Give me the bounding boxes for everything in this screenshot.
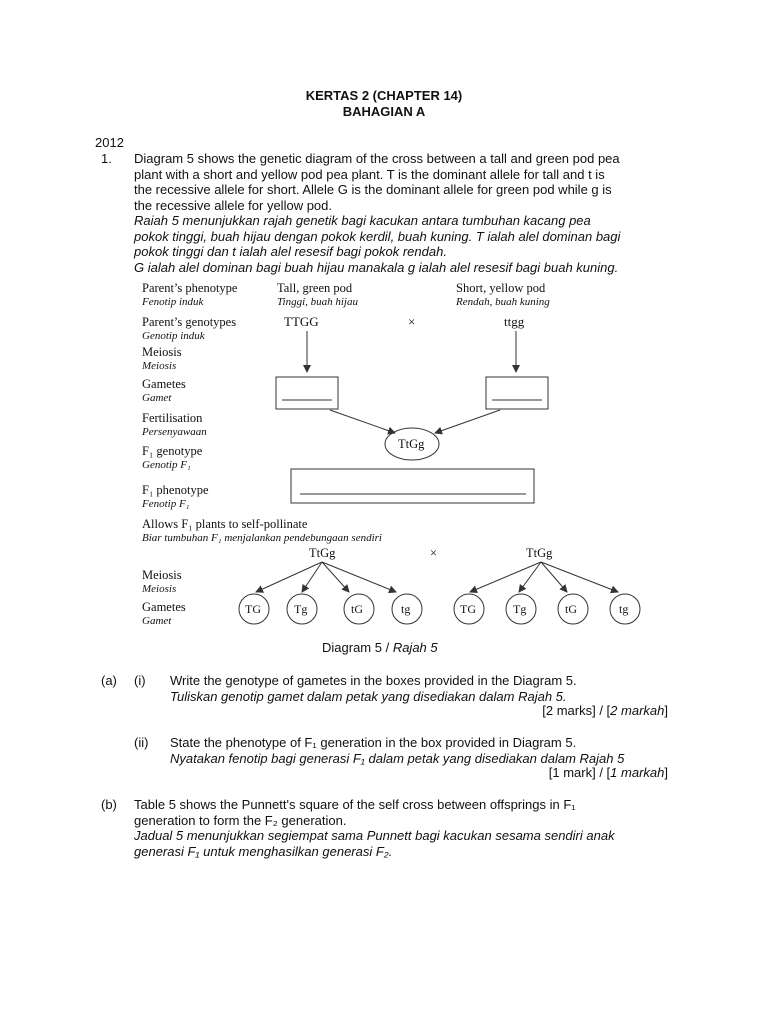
- page-title: KERTAS 2 (CHAPTER 14): [305, 88, 463, 103]
- f1-phenotype-box: [291, 469, 534, 503]
- diagram-caption: Diagram 5 / Rajah 5: [322, 640, 438, 655]
- year-label: 2012: [95, 135, 124, 150]
- label-f1-genotype: F₁ genotype Genotip F₁: [142, 444, 203, 471]
- part-a-label: (a): [101, 673, 117, 688]
- f1-left-genotype: TtGg: [309, 546, 336, 560]
- part-a-i-text: Write the genotype of gametes in the boxes provided in the Diagram 5. Tuliskan genotip gamet dalam petak yang disediakan dalam Rajah 5.: [170, 673, 577, 704]
- parent1-genotype: TTGG: [284, 314, 319, 329]
- label-self-pollinate: Allows F₁ plants to self-pollinate Biar tumbuhan F₁ menjalankan pendebungaan sendiri: [142, 517, 382, 544]
- label-meiosis-2: Meiosis Meiosis: [142, 568, 182, 595]
- label-gametes-1: Gametes Gamet: [142, 377, 186, 404]
- parent1-phenotype: Tall, green pod Tinggi, buah hijau: [277, 281, 358, 308]
- part-a-i-marks: [2 marks] / [2 markah]: [542, 703, 668, 718]
- parent2-genotype: ttgg: [504, 314, 525, 329]
- parent2-phenotype: Short, yellow pod Rendah, buah kuning: [456, 281, 550, 308]
- label-fertilisation: Fertilisation Persenyawaan: [142, 411, 207, 438]
- section-title: BAHAGIAN A: [342, 104, 426, 119]
- stem-ms-line: Raiah 5 menunjukkan rajah genetik bagi kacukan antara tumbuhan kacang pea: [134, 213, 591, 228]
- stem-ms-line: pokok tinggi, buah hijau dengan pokok kerdil, buah kuning. T ialah alel dominan bagi: [134, 228, 621, 244]
- question-number: 1.: [101, 151, 112, 166]
- gamete-box-parent2: [486, 377, 548, 409]
- gamete-left-4: tg: [401, 602, 411, 616]
- part-b-text: Table 5 shows the Punnett's square of the self cross between offsprings in F₁ generation to form the F₂ generation. Jadual 5 menunjukkan segiempat sama Punnett bagi kacukan sesama sendiri anak generasi F₁ untuk menghasilkan generasi F₂.: [134, 797, 615, 859]
- label-parent-genotypes: Parent’s genotypes Genotip induk: [142, 315, 237, 342]
- label-f1-phenotype: F₁ phenotype Fenotip F₁: [142, 483, 209, 510]
- gamete-left-2: Tg: [294, 602, 308, 616]
- stem-en-line: the recessive allele for short. Allele G is the dominant allele for green pod while g is: [134, 182, 612, 197]
- stem-en-line: plant with a short and yellow pod pea plant. T is the dominant allele for tall and t is: [134, 166, 605, 182]
- gamete-left-3: tG: [351, 602, 363, 616]
- part-a-ii-marks: [1 mark] / [1 markah]: [548, 765, 668, 780]
- gamete-right-4: tg: [619, 602, 629, 616]
- stem-ms-line: pokok tinggi dan t ialah alel resesif bagi pokok rendah.: [134, 244, 447, 259]
- stem-en-line: the recessive allele for yellow pod.: [134, 197, 332, 213]
- part-a-i-label: (i): [134, 673, 146, 688]
- f1-genotype-text: TtGg: [398, 437, 425, 451]
- part-b-label: (b): [101, 797, 117, 812]
- gamete-right-3: tG: [565, 602, 577, 616]
- stem-en-line: Diagram 5 shows the genetic diagram of the cross between a tall and green pod pea: [134, 151, 620, 166]
- arrow-fertilisation-right: [435, 410, 500, 433]
- gamete-right-2: Tg: [513, 602, 527, 616]
- stem-ms-line: G ialah alel dominan bagi buah hijau manakala g ialah alel resesif bagi buah kuning.: [134, 259, 619, 275]
- f1-right-genotype: TtGg: [526, 546, 553, 560]
- part-a-ii-label: (ii): [134, 735, 149, 750]
- cross-symbol-parents: ×: [408, 314, 416, 329]
- gamete-left-1: TG: [245, 602, 261, 616]
- label-meiosis-1: Meiosis Meiosis: [142, 345, 182, 372]
- gamete-right-1: TG: [460, 602, 476, 616]
- gamete-box-parent1: [276, 377, 338, 409]
- label-parent-phenotype: Parent’s phenotype Fenotip induk: [142, 281, 238, 308]
- arrow-fertilisation-left: [330, 410, 395, 433]
- label-gametes-2: Gametes Gamet: [142, 600, 186, 627]
- cross-symbol-f1: ×: [430, 546, 438, 560]
- part-a-ii-text: State the phenotype of F₁ generation in the box provided in Diagram 5. Nyatakan fenotip bagi generasi F₁ dalam petak yang disediakan dalam Rajah 5: [170, 735, 625, 766]
